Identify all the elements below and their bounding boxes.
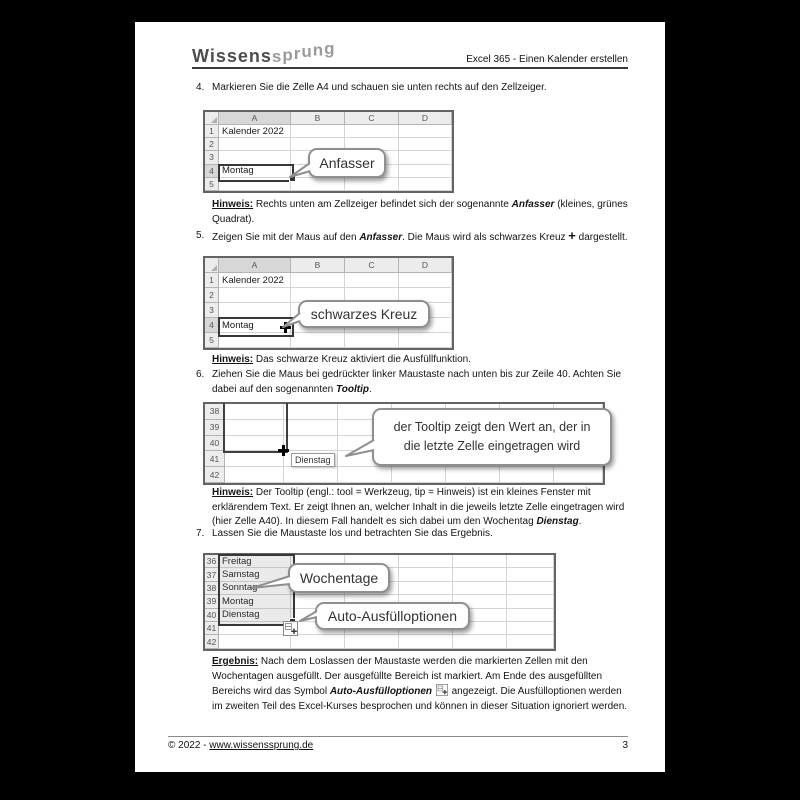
text-segment: (hier Zelle A40). In diesem Fall handelt es sich dabei um den Wochentag (212, 516, 537, 527)
callout-wochentage (288, 563, 390, 593)
text-line (212, 486, 624, 501)
cell (399, 333, 452, 348)
website-link[interactable]: www.wissenssprung.de (209, 740, 314, 751)
cell (453, 582, 507, 595)
row-header: 36 (205, 555, 219, 568)
header-rule (192, 67, 628, 69)
wissenssprung-logo (192, 39, 336, 67)
cell (399, 125, 452, 138)
text-segment: Nach dem Loslassen der Maustaste werden die markierten Zellen mit den (258, 656, 588, 667)
callout-autofill (315, 602, 470, 630)
column-header: C (345, 112, 399, 125)
text-segment: + (568, 228, 576, 243)
row-header: 5 (205, 333, 219, 348)
text-line (212, 198, 628, 213)
cell (345, 273, 399, 288)
cell: Montag (219, 165, 291, 178)
drag-tooltip: Dienstag (291, 453, 335, 467)
black-cross-cursor-icon (278, 445, 289, 456)
text-segment: Wochentagen ausgefüllt. Der ausgefüllte Bereich ist markiert. Am Ende des ausgefüllten (212, 670, 603, 682)
text-segment: . (368, 383, 372, 395)
cell (453, 635, 507, 648)
cell (291, 178, 345, 191)
row-header: 1 (205, 273, 219, 288)
cell (345, 635, 399, 648)
text-segment: Hinweis: (212, 354, 254, 365)
step-5 (196, 228, 628, 246)
text-segment: . (578, 516, 582, 527)
text-segment: Ergebnis: (212, 656, 259, 667)
cell (392, 467, 446, 483)
cell: Montag (219, 595, 291, 608)
text-line (212, 368, 621, 383)
callout-anfasser (308, 148, 386, 178)
text-line (212, 501, 624, 516)
cell (500, 467, 554, 483)
cell (284, 420, 338, 436)
text-line (212, 229, 628, 246)
column-header: B (291, 258, 345, 273)
callout-line-2: die letzte Zelle eingetragen wird (403, 439, 581, 453)
text-segment: erklärendem Text. Er zeigt Ihnen an, welcher Inhalt in die jeweils letzte Zelle eingetragen wird (212, 501, 625, 513)
cell: Kalender 2022 (219, 273, 291, 288)
cell (284, 467, 338, 483)
text-segment: dabei auf den sogenannten (212, 383, 336, 395)
cell (507, 568, 554, 581)
text-segment: . Die Maus wird als schwarzes Kreuz (402, 232, 569, 243)
text-line (212, 527, 493, 542)
step-7-text (212, 527, 493, 542)
step-6-text (212, 368, 621, 397)
callout-schwarzes-kreuz-label: schwarzes Kreuz (298, 300, 430, 328)
header-course-title: Excel 365 - Einen Kalender erstellen (466, 54, 628, 65)
page-number: 3 (622, 740, 628, 751)
row-header: 39 (205, 595, 219, 608)
cell (345, 125, 399, 138)
row-header: 4 (205, 165, 219, 178)
text-segment: Quadrat). (212, 213, 255, 225)
cell: Dienstag (219, 609, 291, 622)
text-segment: Dienstag (536, 516, 579, 527)
cell: Kalender 2022 (219, 125, 291, 138)
footer-copyright (168, 740, 313, 751)
cell (507, 595, 554, 608)
text-segment: im zweiten Teil des Excel-Kurses besprochen und können in dieser Situation ignoriert werden. (212, 700, 628, 712)
step-6-number: 6. (196, 369, 205, 380)
callout-wochentage-label: Wochentage (288, 563, 390, 593)
step-5-text (212, 229, 628, 246)
filled-range-selection (218, 554, 295, 626)
cell (345, 333, 399, 348)
cell (291, 333, 345, 348)
cell (399, 635, 453, 648)
cell (507, 555, 554, 568)
footer-rule (168, 736, 628, 737)
text-segment: Zeigen Sie mit der Maus auf den (212, 232, 360, 243)
text-segment: angezeigt. Die Ausfülloptionen werden (448, 686, 622, 697)
cell (399, 165, 452, 178)
text-segment: Markieren Sie die Zelle A4 und schauen sie unten rechts auf den Zellzeiger. (212, 82, 547, 93)
callout-tail (299, 609, 318, 623)
cell (507, 582, 554, 595)
text-segment: Der Tooltip (engl.: tool = Werkzeug, tip = Hinweis) ist ein kleines Fenster mit (253, 487, 591, 498)
cell (219, 288, 291, 303)
step-7 (196, 527, 493, 542)
callout-anfasser-label: Anfasser (308, 148, 386, 178)
text-segment: Anfasser (359, 232, 403, 243)
cell (399, 273, 452, 288)
text-line (212, 353, 471, 368)
cell (507, 609, 554, 622)
select-all-corner (205, 112, 219, 125)
cell (507, 635, 554, 648)
text-segment: Hinweis: (212, 199, 254, 210)
text-segment: Hinweis: (212, 487, 254, 498)
callout-tail (345, 438, 375, 458)
cell (399, 568, 453, 581)
cell: Montag (219, 318, 291, 333)
cell (453, 568, 507, 581)
text-line (212, 684, 627, 700)
text-segment: Bereichs wird das Symbol (212, 686, 330, 697)
step-4-number: 4. (196, 82, 205, 93)
document-page (135, 22, 665, 772)
callout-tooltip-explanation-label (372, 408, 612, 466)
column-header: B (291, 112, 345, 125)
row-header: 42 (205, 635, 219, 648)
row-header: 2 (205, 288, 219, 303)
cell (219, 303, 291, 318)
row-header: 3 (205, 151, 219, 164)
text-segment: Anfasser (511, 199, 555, 210)
cell (399, 555, 453, 568)
cell (219, 635, 291, 648)
text-segment: Lassen Sie die Maustaste los und betrachten Sie das Ergebnis. (212, 528, 493, 539)
callout-line-1: der Tooltip zeigt den Wert an, der in (393, 420, 591, 434)
cell (399, 582, 453, 595)
row-header: 37 (205, 568, 219, 581)
column-header: D (399, 258, 452, 273)
column-header: D (399, 112, 452, 125)
row-header: 38 (205, 404, 225, 420)
cell (399, 138, 452, 151)
result-paragraph (212, 655, 627, 714)
text-segment: Tooltip (336, 383, 369, 395)
row-header: 41 (205, 622, 219, 635)
cell (446, 467, 500, 483)
column-header: A (219, 112, 291, 125)
cell-selection-a4 (218, 164, 294, 182)
text-segment: Ziehen Sie die Maus bei gedrückter linker Maustaste nach unten bis zur Zeile 40. Achten Sie (212, 369, 622, 380)
cell: Sonntag (219, 582, 291, 595)
logo-text-accent: sprung (271, 39, 336, 66)
cell (219, 138, 291, 151)
callout-tail (289, 161, 311, 179)
text-segment: (kleines, grünes (554, 199, 628, 210)
row-header: 2 (205, 138, 219, 151)
note-tooltip (212, 486, 624, 530)
row-header: 4 (205, 318, 219, 333)
callout-schwarzes-kreuz (298, 300, 430, 328)
text-segment: Das schwarze Kreuz aktiviert die Ausfüllfunktion. (253, 354, 472, 365)
text-line (212, 700, 627, 715)
column-header: C (345, 258, 399, 273)
autofill-options-button[interactable] (283, 621, 298, 641)
callout-tail (251, 574, 291, 590)
footer (168, 740, 628, 751)
cell (225, 467, 284, 483)
text-segment: dargestellt. (575, 232, 628, 243)
step-5-number: 5. (196, 230, 205, 241)
cell (225, 451, 284, 467)
cell (338, 467, 392, 483)
row-header: 41 (205, 451, 225, 467)
row-header: 3 (205, 303, 219, 318)
cell (399, 178, 452, 191)
row-header: 5 (205, 178, 219, 191)
text-line (212, 81, 547, 96)
text-line (212, 655, 627, 670)
column-header: A (219, 258, 291, 273)
row-header: 40 (205, 609, 219, 622)
step-4-text (212, 81, 547, 96)
cell (291, 125, 345, 138)
cell (399, 151, 452, 164)
text-line (212, 383, 621, 398)
row-header: 1 (205, 125, 219, 138)
autofill-options-icon (435, 686, 449, 697)
row-header: 40 (205, 436, 225, 452)
text-segment: Auto-Ausfülloptionen (329, 686, 433, 697)
cell (291, 273, 345, 288)
cell: Samstag (219, 568, 291, 581)
cell (284, 404, 338, 420)
step-4 (196, 81, 547, 96)
cell (219, 151, 291, 164)
cell (453, 555, 507, 568)
row-header: 38 (205, 582, 219, 595)
callout-tooltip-explanation (372, 408, 612, 466)
cell: Freitag (219, 555, 291, 568)
note-kreuz (212, 353, 471, 368)
callout-autofill-label: Auto-Ausfülloptionen (315, 602, 470, 630)
logo-text-main: Wissens (192, 46, 272, 66)
cell (507, 622, 554, 635)
row-header: 39 (205, 420, 225, 436)
text-line (212, 670, 627, 685)
select-all-corner (205, 258, 219, 273)
step-6 (196, 368, 622, 397)
cell (284, 436, 338, 452)
copyright-text: © 2022 - (168, 740, 210, 751)
cell (291, 635, 345, 648)
note-anfasser (212, 198, 628, 227)
text-segment: Rechts unten am Zellzeiger befindet sich der sogenannte (253, 199, 512, 210)
cell (345, 178, 399, 191)
row-header: 42 (205, 467, 225, 483)
text-line (212, 213, 628, 228)
callout-tail (282, 311, 301, 329)
cell (554, 467, 603, 483)
step-7-number: 7. (196, 528, 205, 539)
